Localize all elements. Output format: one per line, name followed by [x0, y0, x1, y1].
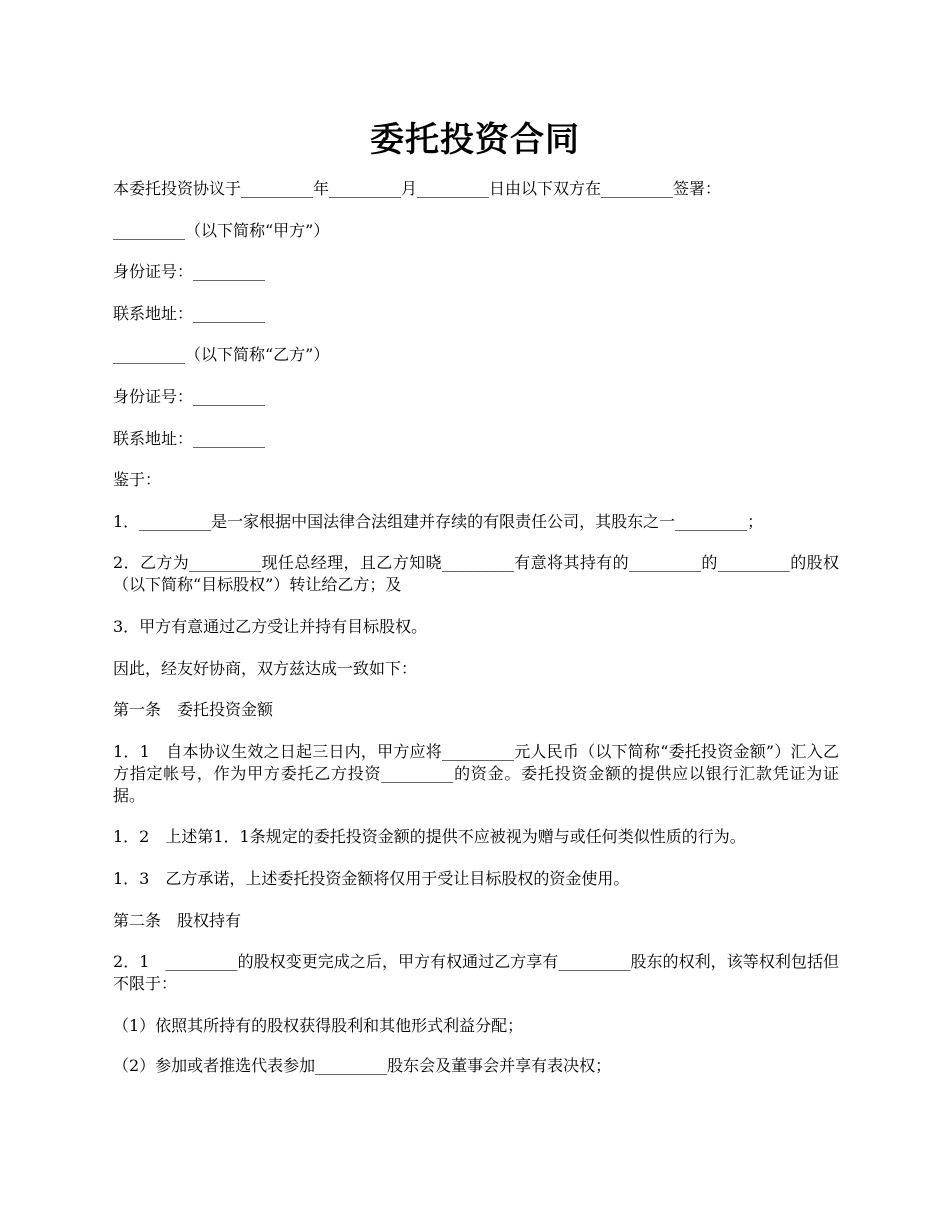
paragraph-party-a-address: 联系地址：_________ — [113, 303, 266, 323]
paragraph-whereas-1: 1．_________是一家根据中国法律合法组建并存续的有限责任公司，其股东之一_________； — [113, 511, 764, 531]
paragraph-party-b-name: _________（以下简称“乙方”） — [113, 345, 330, 365]
clause-2-1-item-1: （1）依照其所持有的股权获得股利和其他形式利益分配； — [113, 1015, 524, 1035]
paragraph-party-a-id: 身份证号：_________ — [113, 262, 266, 282]
clause-2-1: 2．1 _________的股权变更完成之后，甲方有权通过乙方享有_________股东的权利，该等权利包括但不限于： — [113, 952, 839, 994]
document-title: 委托投资合同 — [370, 120, 580, 160]
article-2-heading: 第二条 股权持有 — [113, 910, 242, 930]
paragraph-signing-date: 本委托投资协议于_________年_________月_________日由以下双方在_________签署： — [113, 179, 722, 198]
document-body — [113, 178, 839, 1096]
paragraph-whereas-3: 3．甲方有意通过乙方受让并持有目标股权。 — [113, 616, 428, 636]
clause-1-3: 1．3 乙方承诺，上述委托投资金额将仅用于受让目标股权的资金使用。 — [113, 868, 630, 888]
paragraph-party-b-id: 身份证号：_________ — [113, 386, 266, 406]
paragraph-party-b-address: 联系地址：_________ — [113, 428, 266, 448]
paragraph-party-a-name: _________（以下简称“甲方”） — [113, 220, 330, 240]
paragraph-whereas: 鉴于： — [113, 470, 162, 490]
clause-2-1-item-2: （2）参加或者推选代表参加_________股东会及董事会并享有表决权； — [113, 1055, 612, 1075]
paragraph-whereas-2: 2．乙方为_________现任总经理，且乙方知晓_________有意将其持有的_________的_________的股权（以下简称“目标股权”）转让给乙方；及 — [113, 553, 839, 595]
paragraph-agreement-intro: 因此，经友好协商，双方兹达成一致如下： — [113, 658, 418, 678]
clause-1-2: 1．2 上述第1．1条规定的委托投资金额的提供不应被视为赠与或任何类似性质的行为。 — [113, 827, 746, 847]
clause-1-1: 1．1 自本协议生效之日起三日内，甲方应将_________元人民币（以下简称“委托投资金额”）汇入乙方指定帐号，作为甲方委托乙方投资_________的资金。委托投资金额的提供应以银行汇款凭证为证据。 — [113, 741, 839, 805]
article-1-heading: 第一条 委托投资金额 — [113, 700, 274, 720]
